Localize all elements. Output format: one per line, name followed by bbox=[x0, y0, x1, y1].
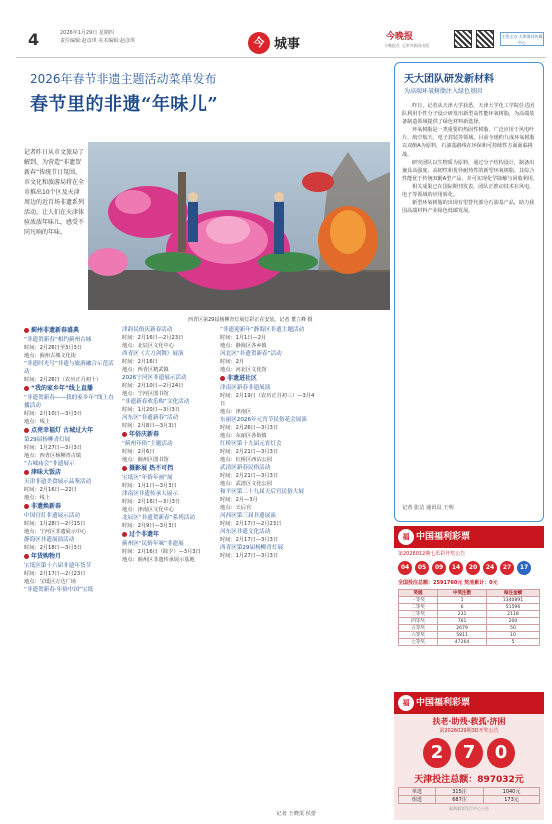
listing-event-detail: 时间：2月10日—3月3日 bbox=[24, 411, 83, 417]
table-cell: 二等奖 bbox=[399, 604, 438, 611]
listing-section-heading bbox=[24, 552, 114, 562]
listing-event-detail: 时间：2月21日—3月3日 bbox=[220, 473, 279, 479]
table-row bbox=[399, 796, 540, 804]
listing-event-title: 静海区非遗展演活动 bbox=[24, 537, 75, 543]
listing-section-heading-text: 摄影展 热不可挡 bbox=[129, 465, 174, 472]
listing-event-title: 河东区“非遗新春”活动 bbox=[122, 415, 179, 421]
listing-event-title: 天津非遗美食展示品鉴活动 bbox=[24, 479, 92, 485]
listing-event-title: 津韵民俗庆新春活动 bbox=[122, 327, 173, 333]
bullet-icon bbox=[24, 386, 29, 391]
table-cell: 四等奖 bbox=[399, 618, 438, 625]
page-header bbox=[16, 24, 546, 58]
listing-column-3 bbox=[220, 326, 316, 560]
lottery-ball: 04 bbox=[398, 561, 412, 575]
listing-event-title: “蓟州年俗”主题活动 bbox=[122, 441, 173, 447]
listing-event-title: 河东区非遗文化活动 bbox=[220, 529, 271, 535]
listing-event-detail: 时间：2月17日—2月23日 bbox=[220, 521, 282, 527]
table-row bbox=[399, 639, 540, 646]
listing-section-heading bbox=[24, 326, 114, 336]
lottery-header-2 bbox=[394, 692, 544, 714]
table-cell: 5811 bbox=[438, 632, 487, 639]
listing-event-detail: 地点：西青区精武镇 bbox=[122, 367, 169, 373]
side-story-body bbox=[402, 102, 538, 215]
story-kicker: 2026年春节非遗主题活动菜单发布 bbox=[30, 72, 217, 86]
date-line: 2026年1月29日 星期四 bbox=[60, 30, 114, 36]
lottery-issue-2: 第2026029期3D开奖公告 bbox=[439, 728, 499, 734]
listing-event-detail: 时间：2月19日（农历正月初三）—3月4日 bbox=[220, 393, 315, 407]
listing-event-detail: 时间：2月26日—3月3日 bbox=[220, 425, 279, 431]
bullet-icon bbox=[122, 432, 127, 437]
listing-event-detail: 地点：红桥区西沽公园 bbox=[220, 457, 272, 463]
table-cell: 200 bbox=[486, 618, 539, 625]
listing-event-detail: 时间：1月20日—3月3日 bbox=[122, 407, 181, 413]
newspaper-page bbox=[16, 24, 546, 820]
listing-event-title: “非遗时光号”非遗与旅游融合示范活动 bbox=[24, 361, 114, 375]
table-row bbox=[399, 788, 540, 796]
table-row bbox=[399, 632, 540, 639]
listing-editor: 记者 王晓雯 侯蕾 bbox=[276, 811, 316, 817]
qr-code-icon[interactable] bbox=[454, 30, 472, 48]
lottery-ad-2 bbox=[394, 692, 544, 820]
bullet-icon bbox=[24, 470, 29, 475]
listing-event-detail: 时间：2月—3月 bbox=[220, 497, 258, 503]
side-story-paragraph: 相关成果已在国际期刊发表，团队正推动技术在风电、电子等领域的应用转化。 bbox=[402, 183, 535, 199]
listing-event-detail: 地点：静海区各乡镇 bbox=[220, 343, 267, 349]
listing-event-title: 宝坻区“年俗年画”展 bbox=[122, 475, 173, 481]
table-cell: 687注 bbox=[435, 796, 483, 804]
header-meta bbox=[60, 29, 135, 45]
table-cell: 2118 bbox=[486, 611, 539, 618]
listing-event-detail: 时间：2月16日 bbox=[122, 359, 158, 365]
table-cell: 5 bbox=[486, 639, 539, 646]
listing-event-title: “非遗新春欢乐购”文化活动 bbox=[122, 399, 190, 405]
listing-event-title: 西青区第29届杨柳青灯展 bbox=[220, 545, 284, 551]
listing-section-heading bbox=[220, 374, 316, 384]
listing-section-heading bbox=[24, 468, 114, 478]
lottery-prize-table bbox=[398, 589, 540, 646]
listing-event-detail: 地点：武清区文化公园 bbox=[220, 481, 272, 487]
listing-event-detail: 时间：2月10日—2月24日 bbox=[122, 383, 184, 389]
table-cell: 1040元 bbox=[484, 788, 540, 796]
listing-event-detail: 时间：2月16日—2月23日 bbox=[122, 335, 184, 341]
lottery-brand: 中国福利彩票 bbox=[416, 532, 471, 542]
listing-event-title: 津南区非遗传承人展示 bbox=[122, 491, 178, 497]
table-row bbox=[399, 611, 540, 618]
listing-event-title: 河西区第三届非遗展演 bbox=[220, 513, 276, 519]
listing-event-detail: 地点：宁河区图书馆 bbox=[122, 391, 169, 397]
listing-event-title: 武清区新春民俗活动 bbox=[220, 465, 271, 471]
table-row bbox=[399, 618, 540, 625]
listing-event-title: 东丽区2026年元宵节民俗花会展演 bbox=[220, 417, 307, 423]
listing-event-detail: 时间：1月28日—2月15日 bbox=[24, 521, 86, 527]
listing-event-detail: 时间：2月26日（农历正月初十） bbox=[24, 377, 102, 383]
side-story-title: 天大团队研发新材料 bbox=[404, 74, 494, 85]
listing-column-2 bbox=[122, 326, 212, 564]
lottery-balls bbox=[394, 559, 544, 577]
bullet-icon bbox=[24, 328, 29, 333]
side-story-credit: 记者 张洁 通讯员 王明 bbox=[402, 505, 454, 511]
lottery-big-numbers bbox=[394, 738, 544, 768]
listing-event-detail: 地点：宁河区非遗展示中心 bbox=[24, 529, 87, 535]
listing-event-title: “非遗贺新春”相约蓟州古城 bbox=[24, 337, 92, 343]
page-number: 4 bbox=[28, 30, 40, 49]
photo-illustration bbox=[88, 142, 390, 310]
listing-event-title: “非遗贺新春——我的家乡年”线上直播活动 bbox=[24, 395, 114, 409]
bullet-icon bbox=[122, 466, 127, 471]
listing-event-detail: 时间：2月26日至3月3日 bbox=[24, 345, 83, 351]
listing-section-heading-text: 津味大饭店 bbox=[31, 469, 62, 476]
table-cell: 五等奖 bbox=[399, 625, 438, 632]
lottery-pool: 全国投注总额：2591760元 奖池累计：0元 bbox=[398, 580, 498, 586]
table-cell: 单选 bbox=[399, 788, 436, 796]
listing-section-heading-text: 非遗焕新春 bbox=[31, 503, 62, 510]
lottery-header bbox=[394, 526, 544, 548]
listing-event-detail: 地点：东丽区各街镇 bbox=[220, 433, 267, 439]
bullet-icon bbox=[220, 376, 225, 381]
listing-event-detail: 时间：1月27日—3月3日 bbox=[220, 553, 279, 559]
side-story-paragraph: 新型环氧树脂的出现有望替代部分石油基产品，助力我国高端材料产业绿色低碳发展。 bbox=[402, 200, 535, 215]
listing-section-heading bbox=[122, 530, 212, 540]
listing-event-detail: 时间：1月27日—3月3日 bbox=[24, 445, 83, 451]
section-name: 城事 bbox=[274, 37, 301, 52]
side-story-paragraph: 研究团队以生物质为原料，通过分子结构设计，制备出兼具高强度、高韧性和优异耐热性的新型环氧树脂，其综合性能优于传统双酚A型产品，并可实现化学降解与回收利用。 bbox=[402, 159, 538, 182]
table-cell: 315注 bbox=[435, 788, 483, 796]
listing-event-detail: 时间：2月 bbox=[220, 359, 245, 365]
listing-event-detail: 地点：津南区 bbox=[220, 409, 252, 415]
lottery-ball: 14 bbox=[449, 561, 463, 575]
table-row bbox=[399, 604, 540, 611]
table-header-cell: 每注金额 bbox=[486, 590, 539, 597]
listing-event-title: 2026宁河区非遗展示活动 bbox=[122, 375, 187, 381]
listing-event-detail: 地点：蓟州区图书馆 bbox=[122, 457, 169, 463]
table-cell: 6 bbox=[438, 604, 487, 611]
listing-section-heading bbox=[24, 502, 114, 512]
bullet-icon bbox=[24, 428, 29, 433]
side-story-paragraph: 昨日，记者从天津大学获悉，天津大学化工学院任达团队利用手性分子设计研发出新型高性能环氧树脂，为高端装备制造领域提供了绿色材料新选择。 bbox=[402, 103, 535, 126]
lantern-festival-photo bbox=[88, 142, 390, 310]
qr-code-icon[interactable] bbox=[476, 30, 494, 48]
table-cell: 50 bbox=[486, 625, 539, 632]
listing-event-detail: 时间：2月16日—3月3日 bbox=[122, 499, 181, 505]
listing-event-detail: 地点：天后宫 bbox=[220, 505, 252, 511]
table-cell: 173元 bbox=[484, 796, 540, 804]
brand-sub: 今晚报社 天津市新闻出版 bbox=[384, 43, 430, 48]
listing-section-heading bbox=[122, 430, 212, 440]
table-cell: 1340891 bbox=[486, 597, 539, 604]
listing-event-detail: 地点：线上 bbox=[24, 495, 50, 501]
table-header-cell: 奖级 bbox=[399, 590, 438, 597]
listing-section-heading-text: 非遗进社区 bbox=[227, 375, 258, 382]
listing-event-detail: 地点：津南区文化中心 bbox=[122, 507, 174, 513]
listing-event-title: 蓟州区“民俗年味”非遗展 bbox=[122, 541, 184, 547]
listing-event-detail: 地点：北辰区文化中心 bbox=[122, 343, 174, 349]
table-cell: 231 bbox=[438, 611, 487, 618]
listing-event-detail: 地点：蓟州古城文化街 bbox=[24, 353, 76, 359]
listing-event-title: “古城庙会”非遗展示 bbox=[24, 461, 75, 467]
lottery-ball: 24 bbox=[483, 561, 497, 575]
table-header-cell: 中奖注数 bbox=[438, 590, 487, 597]
listing-event-title: 宝坻区第十六届非遗年货节 bbox=[24, 563, 92, 569]
listing-section-heading bbox=[24, 384, 114, 394]
table-cell: 761 bbox=[438, 618, 487, 625]
listing-event-detail: 时间：2月21日—3月3日 bbox=[220, 449, 279, 455]
lottery-logo-icon: 福 bbox=[398, 695, 414, 711]
lottery-table-2 bbox=[398, 787, 540, 804]
listing-event-title: “非遗贺新春·年俗中国”宝坻 bbox=[24, 587, 94, 593]
listing-event-detail: 时间：2月16日—22日 bbox=[24, 487, 77, 493]
listing-section-heading-text: 蓟州非遗新春盛典 bbox=[31, 327, 80, 334]
listing-section-heading bbox=[24, 426, 114, 436]
lottery-draw-info: 第2026012期七乐彩开奖公告 bbox=[398, 551, 466, 557]
lottery-logo-icon: 福 bbox=[398, 529, 414, 545]
lottery-ball: 20 bbox=[466, 561, 480, 575]
lottery-special-ball: 17 bbox=[517, 561, 531, 575]
listing-event-title: 和平区第二十九届天后宫民俗大展 bbox=[220, 489, 304, 495]
table-cell: 一等奖 bbox=[399, 597, 438, 604]
listing-event-detail: 时间：2月16日（除夕）—3月3日 bbox=[122, 549, 201, 555]
listing-event-detail: 时间：1月1日—2月 bbox=[220, 335, 267, 341]
listing-event-title: 河北区“非遗贺新春”活动 bbox=[220, 351, 282, 357]
listing-editor-wrap bbox=[220, 800, 316, 818]
publisher-box: 主管主办 天津海河传媒中心 bbox=[501, 34, 543, 45]
table-cell: 10 bbox=[486, 632, 539, 639]
table-header-row bbox=[399, 590, 540, 597]
bullet-icon bbox=[24, 554, 29, 559]
story-lede: 记者昨日从市文旅局了解到，为营造“非遗贺新春”传统节日氛围，市文化和旅游局将在全市推出10个区及天津周边的近百场非遗系列活动，让人们在天津体验浓浓年味儿，感受不同凡响的年味。 bbox=[24, 149, 85, 236]
table-cell: 51596 bbox=[486, 604, 539, 611]
listing-section-heading-text: “我的家乡年”线上直播 bbox=[31, 385, 93, 392]
listing-event-title: 北辰区“非遗贺新春”系列活动 bbox=[122, 515, 195, 521]
lottery-ball: 27 bbox=[500, 561, 514, 575]
listing-event-title: 第29届杨柳青灯展 bbox=[24, 437, 71, 443]
lottery-ad-1 bbox=[394, 526, 544, 647]
editor-line: 责任编辑:赵彦琪 美术编辑:赵彦琪 bbox=[60, 38, 135, 44]
bullet-icon bbox=[122, 532, 127, 537]
lottery-slogan: 扶老·助残·救孤·济困 bbox=[432, 717, 506, 726]
listing-event-title: 中国宫灯非遗展示活动 bbox=[24, 513, 80, 519]
listing-section-heading bbox=[122, 464, 212, 474]
listing-event-detail: 地点：宝坻区万达广场 bbox=[24, 579, 76, 585]
photo-caption: 西青区第29届杨柳青灯展灯彩正在安装。记者 董立峰 摄 bbox=[188, 317, 313, 323]
table-row bbox=[399, 597, 540, 604]
brand-name: 今晚报 bbox=[386, 32, 414, 42]
bullet-icon bbox=[24, 504, 29, 509]
table-cell: 六等奖 bbox=[399, 632, 438, 639]
listing-event-title: 红桥区第十九届元宵灯会 bbox=[220, 441, 282, 447]
listing-event-detail: 时间：2月6日 bbox=[122, 449, 155, 455]
listing-event-title: 津南区新春非遗展演 bbox=[220, 385, 271, 391]
lottery-brand-2: 中国福利彩票 bbox=[416, 698, 471, 708]
listing-section-heading-text: 过个非遗年 bbox=[129, 531, 160, 538]
listing-event-title: “非遗迎新年”静海区非遗主题活动 bbox=[220, 327, 305, 333]
lottery-big-number: 2 bbox=[423, 738, 451, 768]
section-logo-icon: 今 bbox=[248, 32, 270, 54]
listing-event-detail: 地点：蓟州区非遗传承展示基地 bbox=[122, 557, 195, 563]
table-cell: 2679 bbox=[438, 625, 487, 632]
listing-section-heading-text: 年俗庆新春 bbox=[129, 431, 160, 438]
listing-section-heading-text: 点亮幸福灯 古城过大年 bbox=[31, 427, 94, 434]
listing-event-title: 西青区《大刀剑舞》展演 bbox=[122, 351, 184, 357]
listing-event-detail: 时间：2月17日—2月23日 bbox=[24, 571, 86, 577]
listing-event-detail: 时间：2月9日—3月3日 bbox=[122, 523, 177, 529]
lottery-ball: 09 bbox=[432, 561, 446, 575]
lottery-ball: 05 bbox=[415, 561, 429, 575]
lottery-jackpot: 天津投注总额：897032元 bbox=[414, 775, 524, 785]
lottery-big-number: 0 bbox=[487, 738, 515, 768]
listing-event-detail: 时间：1月1日—3月3日 bbox=[122, 483, 177, 489]
listing-event-detail: 时间：2月8日—3月3日 bbox=[122, 423, 177, 429]
side-story-paragraph: 环氧树脂是一类重要的热固性树脂，广泛应用于风电叶片、航空航天、电子封装等领域。目前全球约九成环氧树脂以双酚A为原料，石油基路线在环保和可持续性方面面临挑战。 bbox=[402, 127, 535, 158]
side-story-subtitle: 为高端环氧树脂注入绿色基因 bbox=[404, 88, 483, 95]
listing-section-heading-text: 年货购物月 bbox=[31, 553, 62, 560]
listing-event-detail: 地点：线上 bbox=[24, 419, 50, 425]
listing-event-detail: 时间：2月18日—3月3日 bbox=[24, 545, 83, 551]
listing-column-1 bbox=[24, 326, 114, 594]
story-headline: 春节里的非遗“年味儿” bbox=[30, 94, 219, 115]
lottery-big-number: 7 bbox=[455, 738, 483, 768]
table-row bbox=[399, 625, 540, 632]
table-cell: 三等奖 bbox=[399, 611, 438, 618]
table-cell: 七等奖 bbox=[399, 639, 438, 646]
table-cell: 组选 bbox=[399, 796, 436, 804]
listing-event-detail: 时间：2月17日—3月3日 bbox=[220, 537, 279, 543]
table-cell: 47264 bbox=[438, 639, 487, 646]
listing-event-detail: 地点：河北区文化馆 bbox=[220, 367, 267, 373]
table-cell: 1 bbox=[438, 597, 487, 604]
lottery-note: 福利彩票发行中心公告 bbox=[449, 806, 489, 811]
listing-event-detail: 地点：西青区杨柳青古镇 bbox=[24, 453, 82, 459]
